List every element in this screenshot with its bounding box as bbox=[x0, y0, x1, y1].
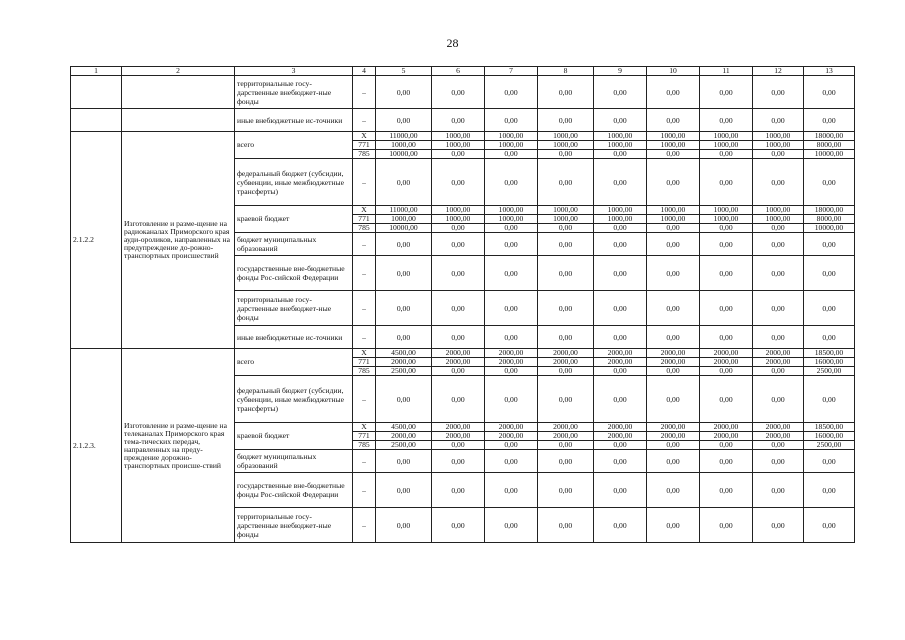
value-cell: 0,00 bbox=[432, 76, 485, 109]
code-cell: – bbox=[353, 450, 376, 473]
value-cell: 0,00 bbox=[538, 441, 594, 450]
value-cell: 0,00 bbox=[700, 256, 753, 291]
value-cell: 0,00 bbox=[804, 109, 855, 132]
value-cell: 1000,00 bbox=[753, 215, 804, 224]
value-cell: 0,00 bbox=[594, 150, 647, 159]
value-cell: 0,00 bbox=[376, 256, 432, 291]
value-cell: 1000,00 bbox=[700, 206, 753, 215]
value-cell: 2000,00 bbox=[594, 423, 647, 432]
column-header: 2 bbox=[122, 67, 235, 76]
code-cell: – bbox=[353, 326, 376, 349]
value-cell: 0,00 bbox=[432, 291, 485, 326]
value-cell: 0,00 bbox=[700, 76, 753, 109]
value-cell: 0,00 bbox=[376, 376, 432, 423]
value-cell: 2500,00 bbox=[804, 441, 855, 450]
value-cell: 0,00 bbox=[804, 233, 855, 256]
value-cell: 1000,00 bbox=[538, 215, 594, 224]
column-header: 5 bbox=[376, 67, 432, 76]
value-cell: 1000,00 bbox=[376, 215, 432, 224]
value-cell: 0,00 bbox=[485, 233, 538, 256]
value-cell: 1000,00 bbox=[647, 206, 700, 215]
value-cell: 1000,00 bbox=[700, 132, 753, 141]
project-id: 2.1.2.3. bbox=[71, 349, 122, 543]
value-cell: 0,00 bbox=[647, 256, 700, 291]
value-cell: 18000,00 bbox=[804, 132, 855, 141]
value-cell: 1000,00 bbox=[647, 215, 700, 224]
value-cell: 0,00 bbox=[432, 224, 485, 233]
column-header: 10 bbox=[647, 67, 700, 76]
value-cell: 0,00 bbox=[376, 76, 432, 109]
value-cell: 2000,00 bbox=[647, 358, 700, 367]
table-row bbox=[71, 76, 855, 109]
value-cell: 0,00 bbox=[594, 367, 647, 376]
value-cell: 1000,00 bbox=[485, 206, 538, 215]
value-cell: 0,00 bbox=[538, 224, 594, 233]
source-cell: федеральный бюджет (субсидии, субвенции, иные межбюджетные трансферты) bbox=[235, 159, 353, 206]
source-cell: территориальные госу-дарственные внебюджет-ные фонды bbox=[235, 508, 353, 543]
value-cell: 4500,00 bbox=[376, 423, 432, 432]
value-cell: 2000,00 bbox=[700, 432, 753, 441]
value-cell: 2000,00 bbox=[647, 423, 700, 432]
source-cell: краевой бюджет bbox=[235, 206, 353, 233]
value-cell: 10000,00 bbox=[376, 224, 432, 233]
value-cell: 2000,00 bbox=[538, 432, 594, 441]
value-cell: 1000,00 bbox=[700, 141, 753, 150]
empty-cell bbox=[71, 109, 122, 132]
value-cell: 0,00 bbox=[753, 441, 804, 450]
column-header: 8 bbox=[538, 67, 594, 76]
value-cell: 0,00 bbox=[485, 159, 538, 206]
value-cell: 1000,00 bbox=[647, 132, 700, 141]
value-cell: 0,00 bbox=[432, 159, 485, 206]
source-cell: государственные вне-бюджетные фонды Рос-сийской Федерации bbox=[235, 256, 353, 291]
value-cell: 0,00 bbox=[700, 473, 753, 508]
value-cell: 0,00 bbox=[647, 326, 700, 349]
value-cell: 2000,00 bbox=[485, 349, 538, 358]
value-cell: 2000,00 bbox=[432, 432, 485, 441]
code-cell: – bbox=[353, 76, 376, 109]
value-cell: 2000,00 bbox=[538, 349, 594, 358]
value-cell: 0,00 bbox=[753, 326, 804, 349]
value-cell: 4500,00 bbox=[376, 349, 432, 358]
column-header: 11 bbox=[700, 67, 753, 76]
project-name: Изготовление и разме-щение на телеканалах Приморского края тема-тических передач, направленных на преду-преждение дорожно-транспортных происше-ствий bbox=[122, 349, 235, 543]
value-cell: 0,00 bbox=[753, 367, 804, 376]
value-cell: 0,00 bbox=[485, 450, 538, 473]
code-cell: – bbox=[353, 256, 376, 291]
column-header: 12 bbox=[753, 67, 804, 76]
budget-table bbox=[70, 66, 855, 543]
code-cell: – bbox=[353, 508, 376, 543]
column-header: 4 bbox=[353, 67, 376, 76]
value-cell: 0,00 bbox=[804, 508, 855, 543]
project-name: Изготовление и разме-щение на радиоканалах Приморского края ауди-ороликов, направленных на предупреждение до-рожно-транспортных происшествий bbox=[122, 132, 235, 349]
value-cell: 2000,00 bbox=[594, 349, 647, 358]
empty-cell bbox=[122, 76, 235, 109]
value-cell: 0,00 bbox=[376, 473, 432, 508]
value-cell: 0,00 bbox=[485, 473, 538, 508]
value-cell: 0,00 bbox=[485, 441, 538, 450]
value-cell: 0,00 bbox=[647, 150, 700, 159]
value-cell: 2000,00 bbox=[432, 349, 485, 358]
value-cell: 0,00 bbox=[432, 508, 485, 543]
value-cell: 0,00 bbox=[647, 109, 700, 132]
value-cell: 0,00 bbox=[538, 76, 594, 109]
value-cell: 0,00 bbox=[485, 150, 538, 159]
value-cell: 0,00 bbox=[376, 291, 432, 326]
empty-cell bbox=[122, 109, 235, 132]
value-cell: 0,00 bbox=[700, 450, 753, 473]
value-cell: 0,00 bbox=[376, 450, 432, 473]
value-cell: 2000,00 bbox=[647, 349, 700, 358]
code-cell: 771 bbox=[353, 358, 376, 367]
value-cell: 1000,00 bbox=[485, 141, 538, 150]
value-cell: 0,00 bbox=[485, 256, 538, 291]
value-cell: 1000,00 bbox=[432, 141, 485, 150]
value-cell: 0,00 bbox=[538, 291, 594, 326]
source-cell: всего bbox=[235, 349, 353, 376]
value-cell: 0,00 bbox=[376, 326, 432, 349]
table-row bbox=[71, 109, 855, 132]
value-cell: 2000,00 bbox=[376, 432, 432, 441]
value-cell: 1000,00 bbox=[432, 132, 485, 141]
code-cell: X bbox=[353, 349, 376, 358]
project-id: 2.1.2.2 bbox=[71, 132, 122, 349]
value-cell: 0,00 bbox=[538, 233, 594, 256]
value-cell: 16000,00 bbox=[804, 358, 855, 367]
value-cell: 0,00 bbox=[594, 233, 647, 256]
value-cell: 18500,00 bbox=[804, 423, 855, 432]
value-cell: 0,00 bbox=[647, 159, 700, 206]
value-cell: 0,00 bbox=[753, 291, 804, 326]
value-cell: 0,00 bbox=[700, 291, 753, 326]
value-cell: 2000,00 bbox=[700, 349, 753, 358]
code-cell: 785 bbox=[353, 441, 376, 450]
value-cell: 2500,00 bbox=[804, 367, 855, 376]
code-cell: – bbox=[353, 159, 376, 206]
source-cell: иные внебюджетные ис-точники bbox=[235, 326, 353, 349]
value-cell: 0,00 bbox=[753, 233, 804, 256]
value-cell: 0,00 bbox=[700, 441, 753, 450]
value-cell: 0,00 bbox=[647, 233, 700, 256]
value-cell: 0,00 bbox=[432, 473, 485, 508]
value-cell: 0,00 bbox=[753, 150, 804, 159]
value-cell: 1000,00 bbox=[594, 132, 647, 141]
value-cell: 2000,00 bbox=[753, 423, 804, 432]
value-cell: 11000,00 bbox=[376, 132, 432, 141]
value-cell: 0,00 bbox=[432, 256, 485, 291]
value-cell: 0,00 bbox=[538, 367, 594, 376]
value-cell: 0,00 bbox=[538, 473, 594, 508]
value-cell: 0,00 bbox=[432, 233, 485, 256]
value-cell: 2000,00 bbox=[538, 358, 594, 367]
code-cell: – bbox=[353, 291, 376, 326]
value-cell: 16000,00 bbox=[804, 432, 855, 441]
value-cell: 10000,00 bbox=[804, 150, 855, 159]
value-cell: 2000,00 bbox=[647, 432, 700, 441]
value-cell: 2000,00 bbox=[485, 432, 538, 441]
code-cell: X bbox=[353, 206, 376, 215]
source-cell: всего bbox=[235, 132, 353, 159]
value-cell: 0,00 bbox=[700, 508, 753, 543]
value-cell: 0,00 bbox=[538, 376, 594, 423]
code-cell: 771 bbox=[353, 141, 376, 150]
value-cell: 0,00 bbox=[753, 256, 804, 291]
value-cell: 1000,00 bbox=[485, 215, 538, 224]
value-cell: 1000,00 bbox=[594, 141, 647, 150]
value-cell: 0,00 bbox=[432, 367, 485, 376]
value-cell: 2000,00 bbox=[594, 432, 647, 441]
value-cell: 1000,00 bbox=[647, 141, 700, 150]
value-cell: 0,00 bbox=[538, 159, 594, 206]
value-cell: 0,00 bbox=[594, 159, 647, 206]
value-cell: 10000,00 bbox=[804, 224, 855, 233]
page-number: 28 bbox=[446, 36, 459, 50]
value-cell: 0,00 bbox=[485, 109, 538, 132]
value-cell: 0,00 bbox=[804, 473, 855, 508]
value-cell: 0,00 bbox=[700, 224, 753, 233]
value-cell: 0,00 bbox=[700, 159, 753, 206]
code-cell: – bbox=[353, 376, 376, 423]
source-cell: бюджет муниципальных образований bbox=[235, 450, 353, 473]
value-cell: 2000,00 bbox=[753, 432, 804, 441]
value-cell: 0,00 bbox=[538, 326, 594, 349]
value-cell: 18000,00 bbox=[804, 206, 855, 215]
code-cell: X bbox=[353, 132, 376, 141]
value-cell: 0,00 bbox=[647, 291, 700, 326]
code-cell: – bbox=[353, 233, 376, 256]
source-cell: территориальные госу-дарственные внебюджет-ные фонды bbox=[235, 291, 353, 326]
code-cell: – bbox=[353, 109, 376, 132]
value-cell: 0,00 bbox=[432, 441, 485, 450]
value-cell: 0,00 bbox=[647, 224, 700, 233]
value-cell: 0,00 bbox=[485, 376, 538, 423]
value-cell: 2000,00 bbox=[432, 358, 485, 367]
value-cell: 0,00 bbox=[647, 441, 700, 450]
value-cell: 0,00 bbox=[647, 376, 700, 423]
value-cell: 1000,00 bbox=[485, 132, 538, 141]
value-cell: 2000,00 bbox=[485, 423, 538, 432]
table-row bbox=[71, 349, 855, 358]
value-cell: 2000,00 bbox=[700, 423, 753, 432]
value-cell: 0,00 bbox=[594, 326, 647, 349]
value-cell: 1000,00 bbox=[538, 132, 594, 141]
value-cell: 0,00 bbox=[538, 256, 594, 291]
value-cell: 0,00 bbox=[432, 150, 485, 159]
value-cell: 0,00 bbox=[753, 109, 804, 132]
value-cell: 0,00 bbox=[804, 326, 855, 349]
value-cell: 0,00 bbox=[594, 256, 647, 291]
code-cell: 785 bbox=[353, 224, 376, 233]
value-cell: 2000,00 bbox=[485, 358, 538, 367]
value-cell: 8000,00 bbox=[804, 141, 855, 150]
value-cell: 0,00 bbox=[594, 473, 647, 508]
value-cell: 0,00 bbox=[376, 159, 432, 206]
value-cell: 8000,00 bbox=[804, 215, 855, 224]
value-cell: 0,00 bbox=[647, 450, 700, 473]
value-cell: 0,00 bbox=[485, 508, 538, 543]
value-cell: 0,00 bbox=[700, 376, 753, 423]
source-cell: территориальные госу-дарственные внебюджет-ные фонды bbox=[235, 76, 353, 109]
value-cell: 0,00 bbox=[376, 109, 432, 132]
value-cell: 2500,00 bbox=[376, 367, 432, 376]
source-cell: федеральный бюджет (субсидии, субвенции, иные межбюджетные трансферты) bbox=[235, 376, 353, 423]
source-cell: краевой бюджет bbox=[235, 423, 353, 450]
source-cell: иные внебюджетные ис-точники bbox=[235, 109, 353, 132]
value-cell: 0,00 bbox=[753, 473, 804, 508]
value-cell: 18500,00 bbox=[804, 349, 855, 358]
column-header: 6 bbox=[432, 67, 485, 76]
code-cell: 785 bbox=[353, 367, 376, 376]
value-cell: 0,00 bbox=[700, 326, 753, 349]
value-cell: 0,00 bbox=[594, 450, 647, 473]
value-cell: 0,00 bbox=[432, 450, 485, 473]
column-header: 13 bbox=[804, 67, 855, 76]
value-cell: 0,00 bbox=[647, 508, 700, 543]
value-cell: 0,00 bbox=[804, 291, 855, 326]
value-cell: 0,00 bbox=[753, 376, 804, 423]
value-cell: 0,00 bbox=[485, 224, 538, 233]
value-cell: 0,00 bbox=[594, 109, 647, 132]
value-cell: 0,00 bbox=[594, 441, 647, 450]
value-cell: 1000,00 bbox=[753, 132, 804, 141]
value-cell: 0,00 bbox=[485, 326, 538, 349]
header-row bbox=[71, 67, 855, 76]
value-cell: 0,00 bbox=[700, 150, 753, 159]
value-cell: 0,00 bbox=[485, 76, 538, 109]
value-cell: 0,00 bbox=[538, 450, 594, 473]
value-cell: 0,00 bbox=[700, 109, 753, 132]
code-cell: 771 bbox=[353, 432, 376, 441]
value-cell: 2000,00 bbox=[432, 423, 485, 432]
value-cell: 0,00 bbox=[594, 291, 647, 326]
value-cell: 0,00 bbox=[594, 76, 647, 109]
value-cell: 1000,00 bbox=[432, 206, 485, 215]
value-cell: 10000,00 bbox=[376, 150, 432, 159]
value-cell: 11000,00 bbox=[376, 206, 432, 215]
value-cell: 1000,00 bbox=[753, 206, 804, 215]
code-cell: X bbox=[353, 423, 376, 432]
value-cell: 0,00 bbox=[647, 473, 700, 508]
value-cell: 0,00 bbox=[700, 367, 753, 376]
source-cell: бюджет муниципальных образований bbox=[235, 233, 353, 256]
value-cell: 0,00 bbox=[804, 256, 855, 291]
value-cell: 0,00 bbox=[804, 376, 855, 423]
column-header: 3 bbox=[235, 67, 353, 76]
value-cell: 0,00 bbox=[804, 450, 855, 473]
value-cell: 0,00 bbox=[753, 450, 804, 473]
value-cell: 1000,00 bbox=[538, 206, 594, 215]
value-cell: 0,00 bbox=[376, 233, 432, 256]
table-row bbox=[71, 132, 855, 141]
value-cell: 2000,00 bbox=[376, 358, 432, 367]
code-cell: 785 bbox=[353, 150, 376, 159]
value-cell: 2000,00 bbox=[594, 358, 647, 367]
value-cell: 0,00 bbox=[432, 376, 485, 423]
value-cell: 2000,00 bbox=[700, 358, 753, 367]
value-cell: 0,00 bbox=[594, 508, 647, 543]
value-cell: 1000,00 bbox=[376, 141, 432, 150]
value-cell: 0,00 bbox=[432, 109, 485, 132]
value-cell: 0,00 bbox=[594, 224, 647, 233]
value-cell: 0,00 bbox=[804, 159, 855, 206]
value-cell: 0,00 bbox=[753, 508, 804, 543]
value-cell: 0,00 bbox=[485, 367, 538, 376]
value-cell: 0,00 bbox=[647, 367, 700, 376]
value-cell: 1000,00 bbox=[594, 215, 647, 224]
value-cell: 0,00 bbox=[538, 150, 594, 159]
table-body bbox=[71, 67, 855, 543]
column-header: 9 bbox=[594, 67, 647, 76]
value-cell: 1000,00 bbox=[538, 141, 594, 150]
value-cell: 0,00 bbox=[753, 159, 804, 206]
value-cell: 1000,00 bbox=[594, 206, 647, 215]
value-cell: 0,00 bbox=[647, 76, 700, 109]
value-cell: 0,00 bbox=[700, 233, 753, 256]
value-cell: 2000,00 bbox=[538, 423, 594, 432]
value-cell: 0,00 bbox=[538, 109, 594, 132]
value-cell: 0,00 bbox=[432, 326, 485, 349]
value-cell: 0,00 bbox=[804, 76, 855, 109]
column-header: 7 bbox=[485, 67, 538, 76]
value-cell: 1000,00 bbox=[700, 215, 753, 224]
value-cell: 2000,00 bbox=[753, 358, 804, 367]
value-cell: 0,00 bbox=[538, 508, 594, 543]
source-cell: государственные вне-бюджетные фонды Рос-сийской Федерации bbox=[235, 473, 353, 508]
value-cell: 0,00 bbox=[753, 224, 804, 233]
value-cell: 1000,00 bbox=[753, 141, 804, 150]
value-cell: 0,00 bbox=[753, 76, 804, 109]
value-cell: 1000,00 bbox=[432, 215, 485, 224]
value-cell: 2500,00 bbox=[376, 441, 432, 450]
code-cell: 771 bbox=[353, 215, 376, 224]
value-cell: 2000,00 bbox=[753, 349, 804, 358]
value-cell: 0,00 bbox=[485, 291, 538, 326]
value-cell: 0,00 bbox=[594, 376, 647, 423]
code-cell: – bbox=[353, 473, 376, 508]
empty-cell bbox=[71, 76, 122, 109]
value-cell: 0,00 bbox=[376, 508, 432, 543]
column-header: 1 bbox=[71, 67, 122, 76]
